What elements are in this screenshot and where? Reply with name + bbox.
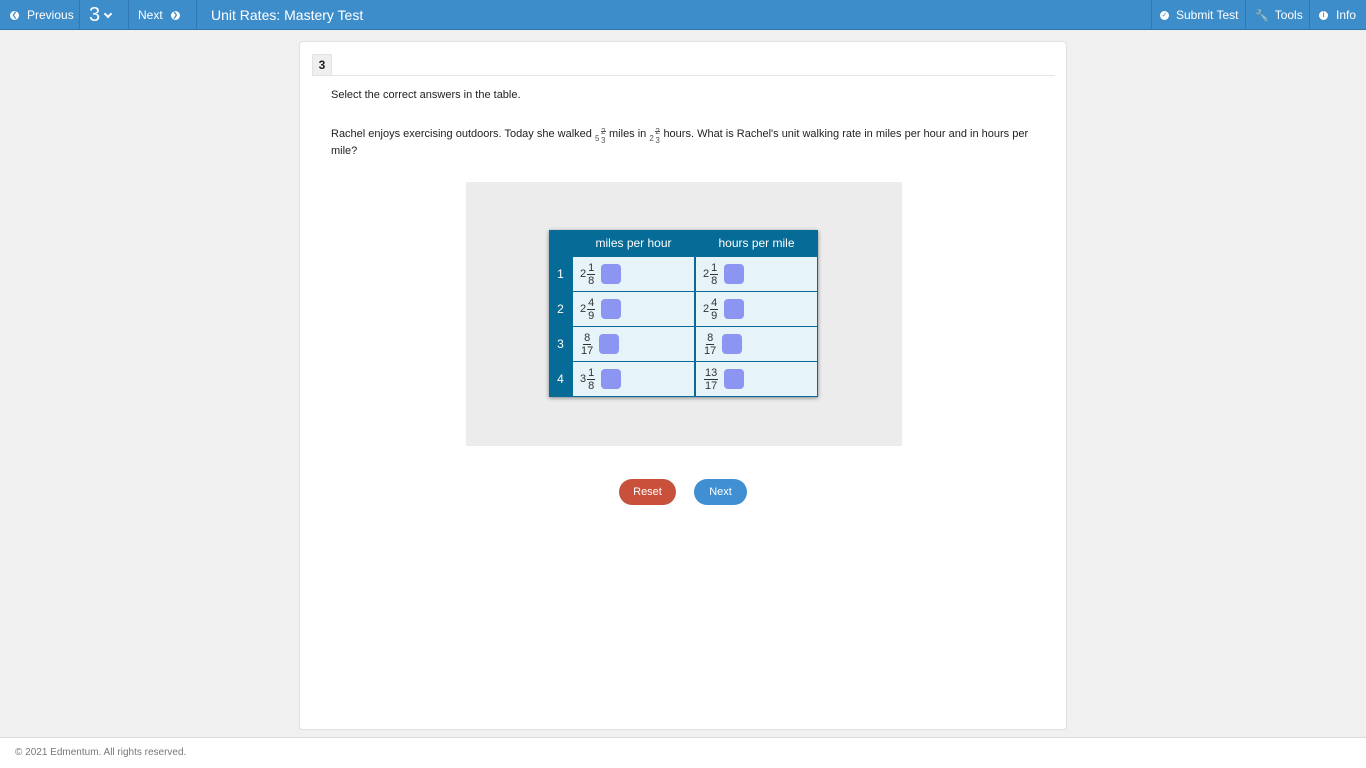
answer-checkbox[interactable] xyxy=(601,299,621,319)
answer-checkbox[interactable] xyxy=(601,264,621,284)
answer-fraction: 2 $\frac{4}{9}$ xyxy=(703,296,718,322)
answer-fraction: $\frac{13}{17}$ xyxy=(705,366,718,392)
answer-checkbox[interactable] xyxy=(601,369,621,389)
submit-label: Submit Test xyxy=(1176,8,1239,22)
next-button[interactable]: Next xyxy=(694,479,747,505)
divider xyxy=(312,75,1055,76)
tools-button[interactable] xyxy=(1255,0,1303,30)
question-badge: 3 xyxy=(312,54,332,76)
answer-fraction: 2 $\frac{4}{9}$ xyxy=(580,296,595,322)
info-icon: i xyxy=(1319,11,1328,20)
instruction-text: Select the correct answers in the table. xyxy=(331,89,521,101)
copyright-text: © 2021 Edmentum. All rights reserved. xyxy=(15,747,187,758)
answer-cell-miles-per-hour[interactable] xyxy=(573,292,694,326)
answer-checkbox[interactable] xyxy=(724,369,744,389)
prompt-text: hours. What is Rachel's unit walking rate in miles per hour and in hours per mile? xyxy=(331,128,1029,157)
toolbar-divider xyxy=(1309,0,1310,30)
answer-checkbox[interactable] xyxy=(724,299,744,319)
test-title: Unit Rates: Mastery Test xyxy=(211,7,364,23)
toolbar-divider xyxy=(128,0,129,30)
row-number: 2 xyxy=(557,302,564,316)
column-header-hours-per-mile: hours per mile xyxy=(718,236,795,250)
check-circle-icon: ✓ xyxy=(1161,11,1168,19)
answer-fraction: 3 $\frac{1}{8}$ xyxy=(580,366,595,392)
row-number: 1 xyxy=(557,267,564,281)
toolbar-divider xyxy=(196,0,197,30)
answer-cell-miles-per-hour[interactable] xyxy=(573,327,694,361)
toolbar-divider xyxy=(1245,0,1246,30)
top-toolbar xyxy=(0,0,1366,30)
answer-table xyxy=(549,230,818,397)
answer-fraction: $\frac{8}{17}$ xyxy=(704,331,717,357)
prompt-text: Rachel enjoys exercising outdoors. Today she walked xyxy=(331,128,592,140)
row-number: 3 xyxy=(557,337,564,351)
next-question-button[interactable] xyxy=(138,0,180,30)
footer xyxy=(0,737,1366,768)
submit-test-button[interactable] xyxy=(1160,0,1238,30)
toolbar-divider xyxy=(1151,0,1152,30)
answer-fraction: 2 $\frac{1}{8}$ xyxy=(580,261,595,287)
wrench-icon: 🔧 xyxy=(1255,9,1269,22)
answer-cell-hours-per-mile[interactable] xyxy=(696,327,817,361)
question-panel xyxy=(299,41,1067,730)
answer-cell-miles-per-hour[interactable] xyxy=(573,257,694,291)
question-number: 3 xyxy=(89,4,101,26)
previous-label: Previous xyxy=(27,8,74,22)
answer-checkbox[interactable] xyxy=(722,334,742,354)
next-label: Next xyxy=(138,8,163,22)
question-prompt xyxy=(331,126,1036,160)
chevron-down-icon xyxy=(104,9,112,17)
reset-button[interactable]: Reset xyxy=(619,479,676,505)
column-header-miles-per-hour: miles per hour xyxy=(595,236,672,250)
answer-cell-hours-per-mile[interactable] xyxy=(696,362,817,396)
interaction-area xyxy=(466,182,902,446)
next-arrow-icon: ❯ xyxy=(172,11,179,19)
answer-checkbox[interactable] xyxy=(599,334,619,354)
toolbar-divider xyxy=(79,0,80,30)
answer-cell-hours-per-mile[interactable] xyxy=(696,257,817,291)
question-selector[interactable] xyxy=(89,0,111,30)
answer-cell-hours-per-mile[interactable] xyxy=(696,292,817,326)
distance-mixed-number: 5 3 xyxy=(595,128,606,140)
info-label: Info xyxy=(1336,8,1357,22)
previous-button[interactable] xyxy=(10,0,74,30)
tools-label: Tools xyxy=(1274,8,1303,22)
previous-arrow-icon: ❮ xyxy=(11,11,18,19)
info-button[interactable] xyxy=(1319,0,1356,30)
time-mixed-number: 2 3 xyxy=(649,128,660,140)
answer-cell-miles-per-hour[interactable] xyxy=(573,362,694,396)
answer-fraction: $\frac{8}{17}$ xyxy=(581,331,594,357)
answer-checkbox[interactable] xyxy=(724,264,744,284)
prompt-text: miles in xyxy=(609,128,647,140)
row-number: 4 xyxy=(557,372,564,386)
answer-fraction: 2 $\frac{1}{8}$ xyxy=(703,261,718,287)
